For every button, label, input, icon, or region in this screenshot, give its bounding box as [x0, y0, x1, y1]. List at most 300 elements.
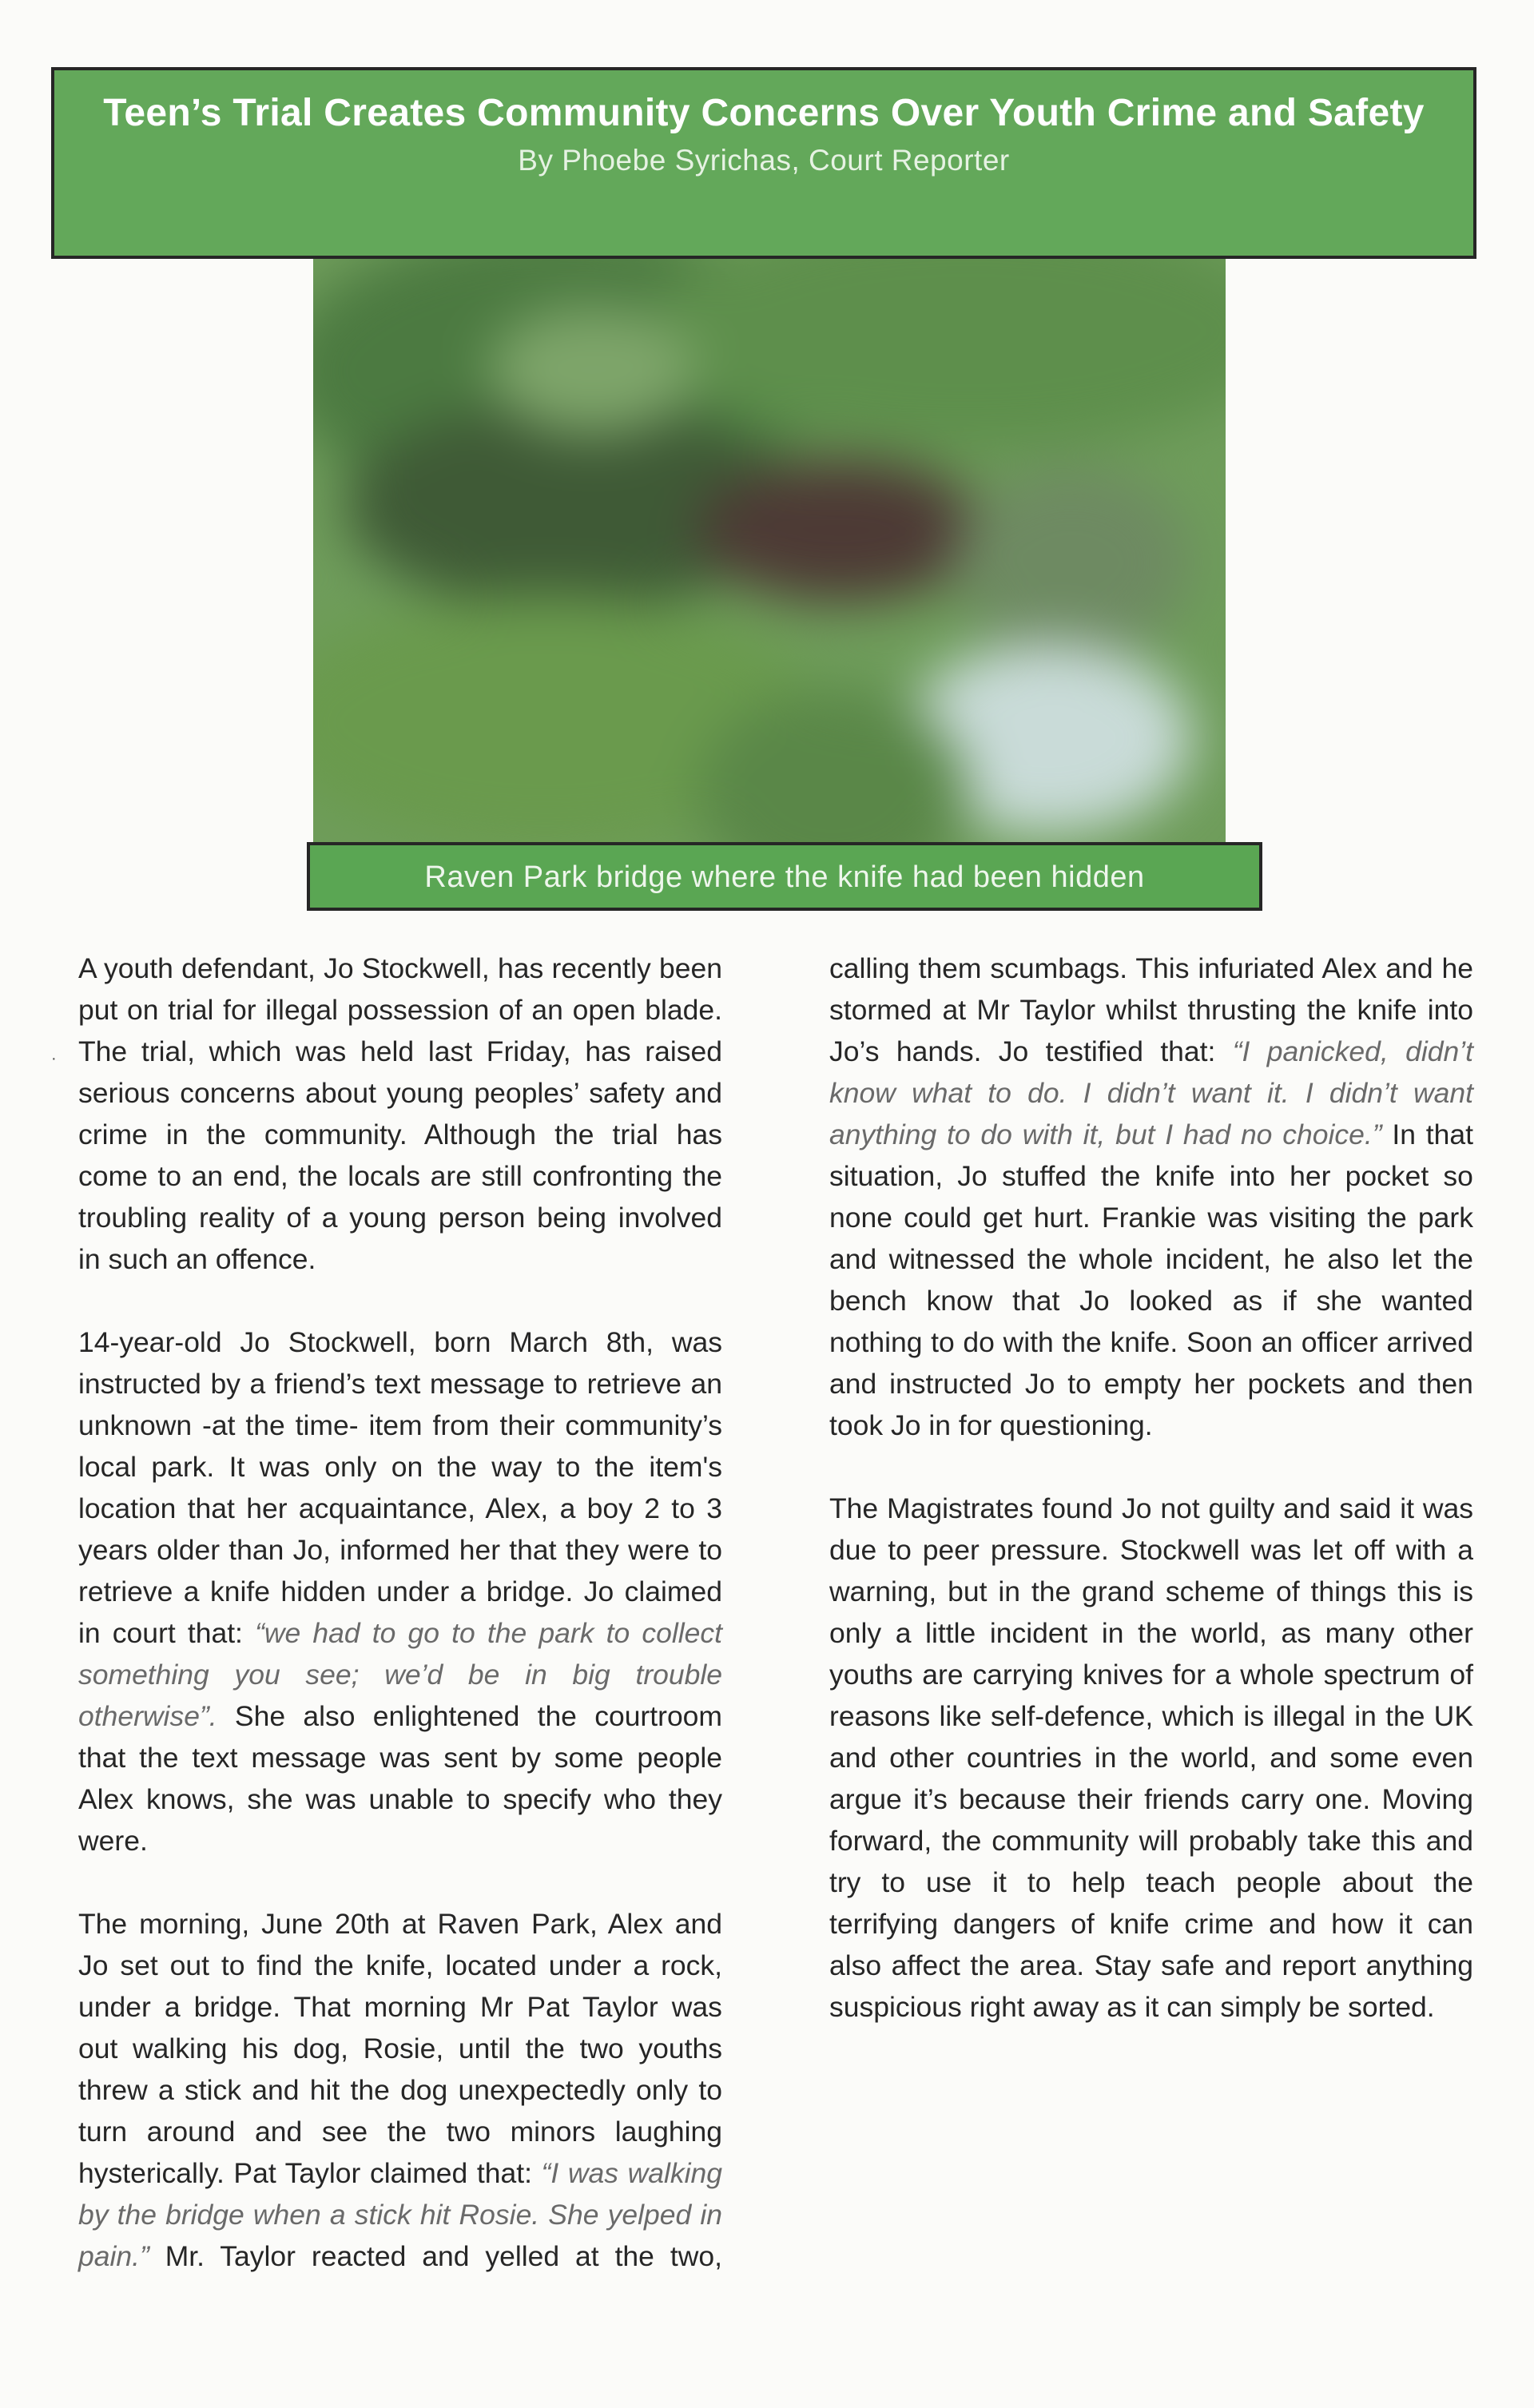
paragraph-text: [1102, 1326, 1111, 1358]
paragraph-text: [249, 1908, 261, 1940]
paragraph-text: his: [241, 2032, 279, 2064]
paragraph-text: [1110, 1285, 1130, 1317]
paragraph-text: and: [1357, 1368, 1405, 1400]
paragraph-text: [626, 2074, 636, 2106]
paragraph-text: [992, 1285, 1012, 1317]
paragraph-text: Park,: [531, 1908, 598, 1940]
quote-text: didn’t: [1329, 1077, 1397, 1109]
paragraph-text: [390, 1908, 402, 1940]
paragraph-text: only: [635, 2074, 689, 2106]
paragraph-text: arrived: [1386, 1326, 1473, 1358]
paragraph-text: [1378, 1326, 1387, 1358]
quote-text: do.: [1027, 1077, 1067, 1109]
quote-text: no: [1240, 1119, 1273, 1150]
paragraph-text: [1258, 1202, 1270, 1234]
quote-text: to: [947, 1119, 971, 1150]
quote-text: didn’t: [1107, 1077, 1175, 1109]
paragraph-text: dog,: [292, 2032, 349, 2064]
quote-text: it.: [1267, 1077, 1290, 1109]
scan-speck: ·: [51, 1050, 57, 1067]
quote-text: I: [1165, 1119, 1174, 1150]
paragraph-text: [1297, 1285, 1317, 1317]
quote-text: stick: [354, 2199, 411, 2231]
paragraph-text: [1140, 1160, 1154, 1192]
paragraph-text: Pat: [233, 2157, 276, 2189]
paragraph-text: [276, 2157, 285, 2189]
paragraph-text: claimed: [369, 2157, 468, 2189]
paragraph-text: Jo: [1024, 1368, 1055, 1400]
paragraph-text: with: [1003, 1326, 1054, 1358]
quote-text: [1073, 1119, 1083, 1150]
paragraph-text: and: [674, 1908, 722, 1940]
paragraph-text: Taylor: [284, 2157, 361, 2189]
quote-text: [450, 2199, 459, 2231]
paragraph-text: [235, 2116, 255, 2148]
paragraph-text: [1091, 1202, 1102, 1234]
paragraph-text: [511, 2032, 526, 2064]
quote-text: [539, 2199, 548, 2231]
paragraph-text: [1012, 1368, 1025, 1400]
paragraph-text: hurt.: [1033, 1202, 1091, 1234]
paragraph-text: [340, 2074, 350, 2106]
paragraph-text: in: [928, 1409, 951, 1441]
paragraph-text: [1067, 1243, 1079, 1275]
quote-text: [598, 2199, 607, 2231]
paragraph-text: bench: [829, 1285, 907, 1317]
paragraph-text: This: [1135, 952, 1190, 984]
paragraph-text: knife: [1154, 1160, 1215, 1192]
paragraph-text: 20th: [334, 1908, 391, 1940]
paragraph-text: [406, 2240, 422, 2272]
paragraph-text: [663, 1908, 675, 1940]
paragraph-text: [1215, 1035, 1232, 1067]
paragraph-text: none: [829, 1202, 892, 1234]
paragraph-text: the: [1027, 1243, 1067, 1275]
paragraph-text: [981, 1035, 998, 1067]
quote-text: it,: [1083, 1119, 1106, 1150]
quote-text: [1389, 1035, 1405, 1067]
paragraph-text: a: [158, 2074, 174, 2106]
paragraph-text: [109, 1949, 121, 1981]
paragraph-text: [1429, 1160, 1443, 1192]
paragraph-text: [513, 1991, 527, 2023]
paragraph-text: [932, 994, 942, 1026]
paragraph-text: the: [314, 1949, 354, 1981]
paragraph-text: [1417, 994, 1428, 1026]
paragraph-text: Frankie: [1101, 1202, 1197, 1234]
paragraph-text: and: [422, 2240, 470, 2272]
quote-text: want: [1190, 1077, 1251, 1109]
paragraph-text: hands.: [896, 1035, 982, 1067]
paragraph-text: the: [525, 2032, 565, 2064]
paragraph-text: [570, 1991, 582, 2023]
paragraph-text: calling: [829, 952, 910, 984]
paragraph-text: find: [256, 1949, 303, 1981]
quote-text: “I: [1232, 1035, 1250, 1067]
paragraph-text: testified: [1045, 1035, 1143, 1067]
paragraph-text: took: [829, 1409, 884, 1441]
paragraph-text: the: [350, 2074, 390, 2106]
quote-text: [1011, 1077, 1027, 1109]
paragraph-text: the: [614, 2240, 654, 2272]
paragraph-text: [300, 2074, 310, 2106]
paragraph-text: Mr.: [165, 2240, 205, 2272]
quote-text: [109, 2199, 117, 2231]
paragraph-text: to: [1067, 1368, 1091, 1400]
paragraph-text: and: [829, 1368, 877, 1400]
quote-text: [244, 2199, 253, 2231]
paragraph-text: into: [1229, 1160, 1275, 1192]
paragraph-text: and: [829, 1243, 877, 1275]
paragraph-text: [599, 2240, 615, 2272]
paragraph-text: [1023, 1202, 1034, 1234]
paragraph-text: infuriated: [1198, 952, 1315, 984]
quote-text: [1251, 1077, 1267, 1109]
paragraph-text: [1028, 1035, 1045, 1067]
paragraph-text: and: [254, 2116, 303, 2148]
quote-text: [157, 2199, 165, 2231]
photo-blur-layer: [313, 259, 1226, 850]
paragraph-text: [565, 2032, 580, 2064]
quote-text: [1175, 1077, 1191, 1109]
paragraph-text: [296, 2240, 312, 2272]
paragraph-text: that: [1425, 1119, 1473, 1150]
quote-text: what: [912, 1077, 972, 1109]
paragraph-text: In: [1392, 1119, 1416, 1150]
paragraph-text: the: [1367, 1202, 1407, 1234]
paragraph-text: [1087, 1160, 1101, 1192]
paragraph-text: under: [78, 1991, 151, 2023]
paragraph-text: [955, 1326, 964, 1358]
paragraph-text: [1362, 1285, 1382, 1317]
paragraph-text: [158, 1949, 170, 1981]
quote-text: [558, 2157, 568, 2189]
paragraph-text: minors: [510, 2116, 596, 2148]
article-paragraph-1: [78, 948, 722, 1280]
paragraph-text: [1095, 994, 1106, 1026]
quote-text: walking: [627, 2157, 722, 2189]
paragraph-text: [988, 1160, 1002, 1192]
paragraph-text: hit: [309, 2074, 340, 2106]
paragraph-text: nothing: [829, 1326, 923, 1358]
quote-text: [1012, 1119, 1023, 1150]
paragraph-text: out: [78, 2032, 118, 2064]
paragraph-text: reacted: [311, 2240, 407, 2272]
article-paragraph-4: [829, 1488, 1473, 2028]
paragraph-text: [467, 1991, 480, 2023]
quote-text: [1091, 1077, 1107, 1109]
paragraph-text: then: [1417, 1368, 1473, 1400]
paragraph-text: [995, 1326, 1003, 1358]
paragraph-text: empty: [1103, 1368, 1182, 1400]
paragraph-text: [982, 952, 991, 984]
paragraph-text: [649, 1949, 661, 1981]
paragraph-text: Taylor: [1019, 994, 1096, 1026]
paragraph-text: see: [321, 2116, 368, 2148]
paragraph-text: [127, 1908, 139, 1940]
quote-text: to: [988, 1077, 1011, 1109]
paragraph-text: threw: [78, 2074, 148, 2106]
paragraph-text: [1054, 1326, 1063, 1358]
paragraph-text: whole: [1079, 1243, 1154, 1275]
paragraph-text: [303, 1949, 315, 1981]
paragraph-text: and: [252, 2074, 300, 2106]
paragraph-text: witnessed: [888, 1243, 1015, 1275]
paragraph-text: [1015, 1243, 1027, 1275]
paragraph-text: [1010, 994, 1020, 1026]
paragraph-text: [519, 1908, 531, 1940]
paragraph-text: [244, 1949, 256, 1981]
paragraph-text: [434, 1949, 446, 1981]
paragraph-text: [622, 1949, 634, 1981]
paragraph-text: [205, 2240, 220, 2272]
paragraph-text: the: [1433, 1243, 1473, 1275]
paragraph-text: looked: [1129, 1285, 1213, 1317]
quote-text: pain.”: [78, 2240, 149, 2272]
paragraph-text: [491, 2116, 511, 2148]
paragraph-text: he: [1441, 952, 1474, 984]
quote-text: the: [117, 2199, 157, 2231]
paragraph-text: a: [633, 1949, 650, 1981]
quote-text: do: [980, 1119, 1012, 1150]
paragraph-text: turn: [78, 2116, 128, 2148]
quote-text: bridge: [165, 2199, 244, 2231]
paragraph-text: Taylor: [582, 1991, 658, 2023]
paragraph-text: a: [164, 1991, 181, 2023]
paragraph-text: [351, 1991, 364, 2023]
quote-text: choice.”: [1282, 1119, 1382, 1150]
quote-text: [972, 1077, 988, 1109]
paragraph-text: [1356, 1202, 1367, 1234]
paragraph-text: [117, 2032, 133, 2064]
paragraph-text: thrusting: [1187, 994, 1297, 1026]
paragraph-text: and: [1385, 952, 1433, 984]
paragraph-text: [876, 1243, 888, 1275]
paragraph-text: [1421, 1243, 1433, 1275]
paragraph-text: [598, 1908, 608, 1940]
paragraph-text: [1196, 1202, 1207, 1234]
paragraph-text: the: [1101, 1160, 1141, 1192]
paragraph-text: That: [293, 1991, 351, 2023]
article-column-left: [78, 948, 722, 2277]
quote-text: anything: [829, 1119, 937, 1150]
paragraph-text: [920, 1409, 928, 1441]
quote-text: when: [252, 2199, 321, 2231]
quote-text: [1272, 1119, 1282, 1150]
paragraph-text: [1143, 1035, 1160, 1067]
paragraph-text: [1178, 1326, 1186, 1358]
paragraph-text: Alex: [1321, 952, 1377, 984]
paragraph-text: [658, 1991, 672, 2023]
paragraph-text: to: [931, 1326, 955, 1358]
paragraph-text: knife,: [365, 1949, 434, 1981]
paragraph-text: until: [458, 2032, 511, 2064]
quote-text: want: [1413, 1077, 1473, 1109]
paragraph-text: [390, 2074, 400, 2106]
paragraph-text: bridge.: [193, 1991, 281, 2023]
quote-text: [618, 2157, 628, 2189]
paragraph-text: [1293, 1326, 1302, 1358]
paragraph-text: [241, 2074, 252, 2106]
quote-text: hit: [419, 2199, 451, 2231]
quote-text: but: [1115, 1119, 1155, 1150]
quote-text: had: [1182, 1119, 1231, 1150]
paragraph-text: that:: [476, 2157, 532, 2189]
paragraph-text: stuffed: [1001, 1160, 1087, 1192]
paragraph-text: morning,: [139, 1908, 250, 1940]
paragraph-text: youths: [638, 2032, 722, 2064]
paragraph-text: [951, 1409, 959, 1441]
quote-text: with: [1022, 1119, 1073, 1150]
blurred-park-photo: [313, 259, 1226, 850]
paragraph-text: [1297, 994, 1307, 1026]
paragraph-text: so: [1443, 1160, 1473, 1192]
paragraph-text: her: [1194, 1368, 1235, 1400]
paragraph-text: them: [918, 952, 982, 984]
paragraph-text: morning: [364, 1991, 467, 2023]
paragraph-text: [532, 2157, 542, 2189]
quote-text: [1290, 1077, 1305, 1109]
paragraph-text: pocket: [1345, 1160, 1429, 1192]
paragraph-text: whilst: [1106, 994, 1178, 1026]
paragraph-text: [447, 2074, 458, 2106]
paragraph-text: that:: [1160, 1035, 1216, 1067]
paragraph-text: [348, 2032, 364, 2064]
paragraph-text: [443, 2032, 459, 2064]
paragraph-text: at: [575, 2240, 599, 2272]
paragraph-text: incident,: [1165, 1243, 1271, 1275]
paragraph-text: that: [1012, 1285, 1060, 1317]
paragraph-text: Jo’s: [829, 1035, 880, 1067]
paragraph-text: Jo: [890, 1409, 921, 1441]
headline: Teen’s Trial Creates Community Concerns Over Youth Crime and Safety: [103, 92, 1425, 134]
paragraph-text: June: [261, 1908, 324, 1940]
paragraph-text: dog: [400, 2074, 448, 2106]
paragraph-text: out: [169, 1949, 209, 1981]
quote-text: didn’t: [1405, 1035, 1473, 1067]
paragraph-text: [151, 1991, 165, 2023]
paragraph-text: set: [120, 1949, 158, 1981]
paragraph-text: was: [1207, 1202, 1258, 1234]
paragraph-text: [1315, 1243, 1327, 1275]
paragraph-text: [1271, 1243, 1283, 1275]
paragraph-text: Taylor: [220, 2240, 296, 2272]
quote-text: panicked,: [1266, 1035, 1389, 1067]
paragraph-text: to: [221, 1949, 245, 1981]
paragraph-text: around: [146, 2116, 236, 2148]
paragraph-text: stick: [185, 2074, 242, 2106]
paragraph-text: knife: [1357, 994, 1417, 1026]
paragraph-text: [1416, 1119, 1426, 1150]
paragraph-text: [469, 2240, 485, 2272]
paragraph-text: Jo: [1079, 1285, 1110, 1317]
paragraph-text: [595, 2116, 615, 2148]
paragraph-text: could: [904, 1202, 972, 1234]
paragraph-text: Mr: [479, 1991, 514, 2023]
paragraph-text: [992, 1409, 999, 1441]
quote-text: [896, 1077, 912, 1109]
paragraph-text: [1275, 1160, 1290, 1192]
paragraph-text: [1235, 1368, 1248, 1400]
paragraph-text: Jo: [957, 1160, 988, 1192]
quote-text: [1105, 1119, 1115, 1150]
paragraph-text: at: [401, 1908, 426, 1940]
paragraph-text: stormed: [829, 994, 932, 1026]
quote-text: a: [329, 2199, 346, 2231]
paragraph-text: [1330, 1160, 1345, 1192]
quote-text: [691, 2199, 700, 2231]
paragraph-text: [127, 2116, 147, 2148]
quote-text: [1313, 1077, 1329, 1109]
quote-text: I: [1305, 1077, 1313, 1109]
paragraph-text: [1379, 1243, 1391, 1275]
paragraph-text: [966, 994, 976, 1026]
paragraph-text: [368, 2116, 387, 2148]
paragraph-text: for: [958, 1409, 992, 1441]
paragraph-text: [1346, 994, 1357, 1026]
paragraph-text: an: [1261, 1326, 1294, 1358]
paragraph-text: pockets: [1247, 1368, 1345, 1400]
article-paragraph-3: [78, 1903, 722, 2277]
paragraph-text: [209, 1949, 221, 1981]
paragraph-text: if: [1282, 1285, 1297, 1317]
paragraph-text: [354, 1949, 366, 1981]
headline-banner: [51, 67, 1476, 259]
paragraph-text: [1405, 1368, 1418, 1400]
paragraph-text: hysterically.: [78, 2157, 225, 2189]
paragraph-text: Jo: [998, 1035, 1029, 1067]
paragraph-text: A youth defendant, Jo Stockwell, has recently been put on trial for illegal possession of an open blade. The trial, which was held last Friday, has raised serious concerns about young peoples’ safety and crime in the community. Although the trial has come to an end, the locals are still confronting the troubling reality of a young person being involved in such an offence.: [78, 952, 722, 1275]
paragraph-text: scumbags.: [990, 952, 1128, 984]
paragraph-text: [1262, 1285, 1282, 1317]
paragraph-text: park: [1417, 1202, 1473, 1234]
paragraph-text: [280, 1991, 293, 2023]
paragraph-text: [1407, 1202, 1418, 1234]
paragraph-text: he: [1283, 1243, 1315, 1275]
paragraph-text: [360, 2157, 370, 2189]
paragraph-text: [181, 1991, 194, 2023]
paragraph-text: She also enlightened the courtroom that the text message was sent by some people Alex knows, she was unable to specify who they were.: [78, 1700, 722, 1857]
quote-text: [1173, 1119, 1183, 1150]
paragraph-text: [1382, 1119, 1393, 1150]
paragraph-text: [323, 1908, 335, 1940]
paragraph-text: questioning.: [999, 1409, 1153, 1441]
quote-text: [346, 2199, 355, 2231]
paragraph-text: Alex: [607, 1908, 663, 1940]
paragraph-text: [880, 1035, 896, 1067]
quote-text: [1154, 1119, 1165, 1150]
quote-text: She: [548, 2199, 599, 2231]
paragraph-text: [1213, 1285, 1233, 1317]
quote-text: [971, 1119, 981, 1150]
quote-text: “we had to go to the park to collect something you see; we’d be in big trouble otherwise”.: [78, 1617, 722, 1732]
paragraph-text: [876, 1368, 889, 1400]
quote-text: [411, 2199, 420, 2231]
paragraph-text: The Magistrates found Jo not guilty and said it was due to peer pressure. Stockwell was let off with a warning, but in the grand scheme of things this is only a little incident in the world, as many other youths are carrying knives for a whole spectrum of reasons like self-defence, which is illegal in the UK and other countries in the world, and some even argue it’s because their friends carry one. Moving forward, the community will probably take this and try to use it to help teach people about the terrifying dangers of knife crime and how it can also affect the area. Stay safe and report anything suspicious right away as it can simply be sorted.: [829, 1492, 1473, 2023]
paragraph-text: unexpectedly: [458, 2074, 626, 2106]
article-column-right: [829, 948, 1473, 2028]
paragraph-text: [427, 2116, 447, 2148]
paragraph-text: [225, 2157, 234, 2189]
paragraph-text: Mr: [976, 994, 1010, 1026]
paragraph-text: [1189, 952, 1198, 984]
paragraph-text: [688, 2074, 698, 2106]
paragraph-text: [149, 2240, 165, 2272]
quote-text: [1250, 1035, 1266, 1067]
paragraph-text: [1181, 1368, 1194, 1400]
paragraph-text: Soon: [1186, 1326, 1253, 1358]
paragraph-text: two: [579, 2032, 624, 2064]
